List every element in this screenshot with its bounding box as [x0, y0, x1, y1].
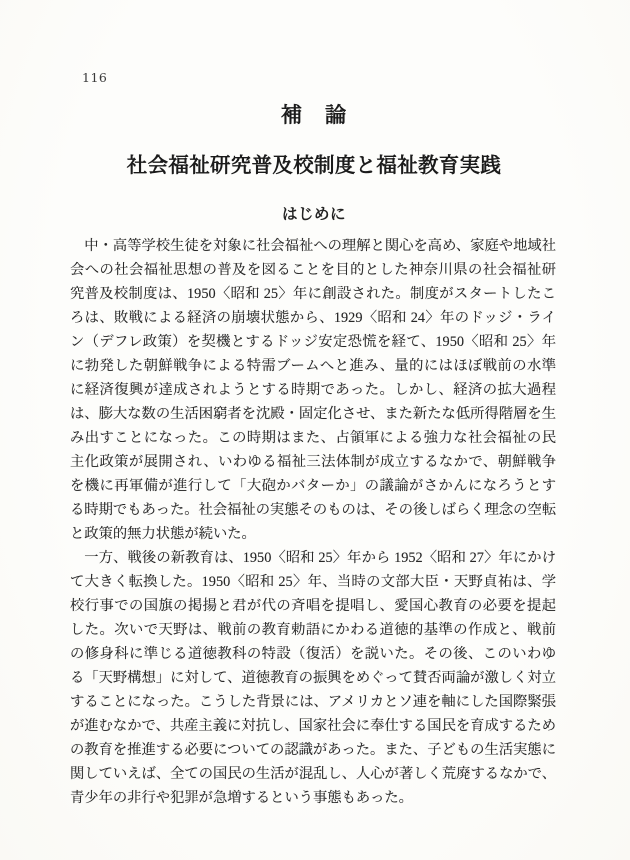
page-number: 116	[82, 70, 108, 85]
body-paragraph-2: 一方、戦後の新教育は、1950〈昭和 25〉年から 1952〈昭和 27〉年にかけて大きく転換した。1950〈昭和 25〉年、当時の文部大臣・天野貞祐は、学校行事での国旗の掲揚と君が代の斉唱を提唱し、愛国心教育の必要を提起した。次いで天野は、戦前の教育勅語にかわる道徳的基準の作成と、戦前の修身科に準じる道徳教科の特設（復活）を説いた。その後、このいわゆる「天野構想」に対して、道徳教育の振興をめぐって賛否両論が激しく対立することになった。こうした背景には、アメリカとソ連を軸にした国際緊張が進むなかで、共産主義に対抗し、国家社会に奉仕する国民を育成するための教育を推進する必要についての認識があった。また、子どもの生活実態に関していえば、全ての国民の生活が混乱し、人心が著しく荒廃するなかで、青少年の非行や犯罪が急増するという事態もあった。	[70, 550, 556, 806]
body-text	[70, 234, 556, 810]
body-paragraph-1: 中・高等学校生徒を対象に社会福祉への理解と関心を高め、家庭や地域社会への社会福祉思想の普及を図ることを目的とした神奈川県の社会福祉研究普及校制度は、1950〈昭和 25〉年に創設された。制度がスタートしたころは、敗戦による経済の崩壊状態から、1929〈昭和 24〉年のドッジ・ライン（デフレ政策）を契機とするドッジ安定恐慌を経て、1950〈昭和 25〉年に勃発した朝鮮戦争による特需ブームへと進み、量的にはほぼ戦前の水準に経済復興が達成されようとする時期であった。しかし、経済の拡大過程は、膨大な数の生活困窮者を沈殿・固定化させ、また新たな低所得階層を生み出すことになった。この時期はまた、占領軍による強力な社会福祉の民主化政策が展開され、いわゆる福祉三法体制が成立するなかで、朝鮮戦争を機に再軍備が進行して「大砲かバターか」の議論がさかんになろうとする時期でもあった。社会福祉の実態そのものは、その後しばらく理念の空転と政策的無力状態が続いた。	[70, 238, 556, 542]
chapter-label: 補 論	[281, 104, 347, 127]
section-heading: はじめに	[281, 206, 346, 223]
chapter-title: 社会福祉研究普及校制度と福祉教育実践	[126, 155, 502, 177]
